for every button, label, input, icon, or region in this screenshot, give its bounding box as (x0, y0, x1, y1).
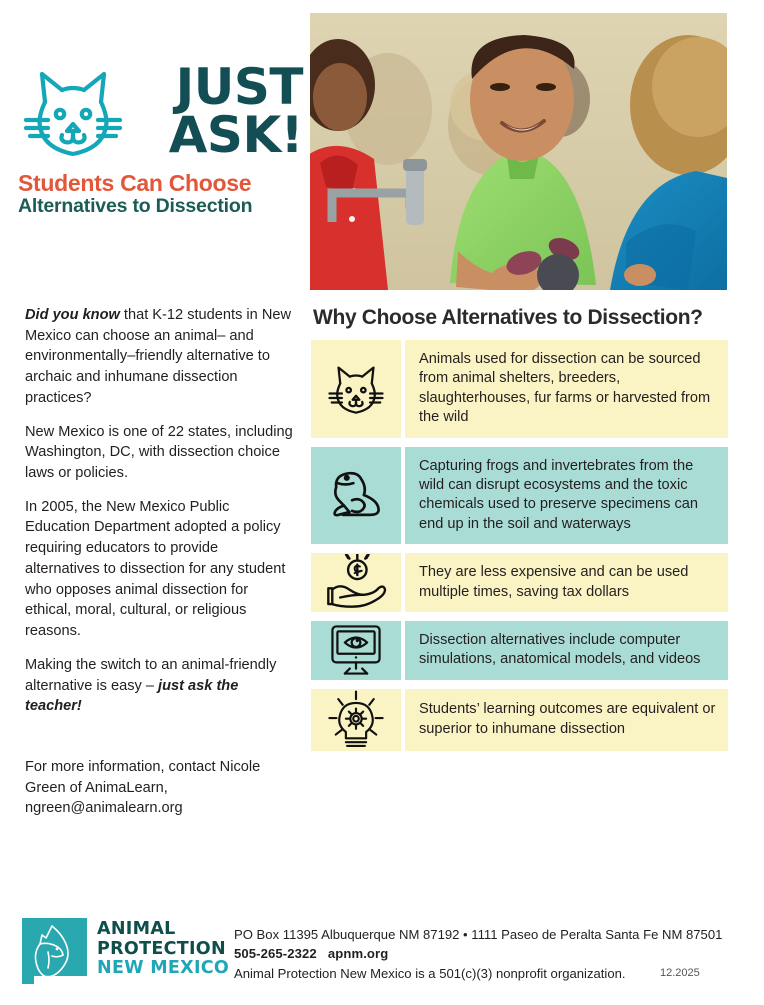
benefit-row (311, 553, 728, 612)
benefit-row (311, 689, 728, 751)
logo-word-protection: PROTECTION (97, 938, 226, 959)
website-link[interactable]: apnm.org (327, 946, 389, 962)
benefit-text: Capturing frogs and invertebrates from the wild can disrupt ecosystems and the toxic chemicals used to preserve specimens can end up in the soil and waterways (405, 447, 728, 545)
benefits-section (311, 306, 728, 760)
call-to-action-bold: just ask the teacher! (25, 677, 239, 715)
headline-line-2: ASK! (168, 106, 303, 164)
classroom-photo (310, 13, 727, 290)
contact-line (234, 944, 754, 963)
benefit-row (311, 447, 728, 545)
benefit-row (311, 621, 728, 680)
tagline-primary: Students Can Choose (18, 170, 252, 196)
masthead (18, 58, 303, 218)
apnm-wolf-logo (22, 918, 87, 984)
date-stamp: 12.2025 (660, 967, 700, 979)
paragraph-3: In 2005, the New Mexico Public Education Department adopted a policy requiring educators to provide alternatives to dissection for any student who opposes animal dissection for ethical, moral, cultural, or religious reasons. (25, 498, 286, 640)
contact-block: For more information, contact Nicole Green of AnimaLearn, ngreen@animalearn.org (25, 759, 261, 817)
nonprofit-statement: Animal Protection New Mexico is a 501(c)(3) nonprofit organization. (234, 965, 626, 981)
benefit-row (311, 340, 728, 438)
paragraph-1 (25, 305, 293, 409)
benefits-title: Why Choose Alternatives to Dissection? (313, 306, 703, 329)
frog-icon (311, 447, 401, 545)
benefit-text: Students’ learning outcomes are equivalent or superior to inhumane dissection (405, 689, 728, 751)
headline-line-1: JUST (175, 58, 303, 116)
hand-with-coin-icon (311, 553, 401, 612)
paragraph-4 (25, 655, 293, 717)
footer (22, 918, 742, 984)
intro-copy (25, 305, 293, 730)
tagline-secondary: Alternatives to Dissection (18, 195, 253, 218)
phone-number[interactable]: 505-265-2322 (234, 946, 317, 962)
cat-face-icon (311, 340, 401, 438)
cat-face-icon (18, 62, 128, 162)
lead-in-bold: Did you know (25, 307, 120, 323)
logo-word-new-mexico: NEW MEXICO (97, 958, 230, 979)
paragraph-2: New Mexico is one of 22 states, including Washington, DC, with dissection choice laws or policies. (25, 423, 293, 482)
apnm-wordmark (97, 918, 229, 979)
benefit-text: Animals used for dissection can be sourced from animal shelters, breeders, slaughterhouses, fur farms or harvested from the wild (405, 340, 728, 438)
monitor-with-eye-icon (311, 621, 401, 680)
lightbulb-gear-icon (311, 689, 401, 751)
logo-word-animal: ANIMAL (97, 919, 176, 939)
address-line: PO Box 11395 Albuquerque NM 87192 • 1111 Paseo de Peralta Santa Fe NM 87501 (234, 927, 723, 942)
headline-block (138, 58, 303, 164)
paragraph-1-text: that K-12 students in New Mexico can choose an animal– and environmentally–friendly alternative to archaic and inhumane dissection practices? (25, 307, 292, 406)
benefit-text: Dissection alternatives include computer simulations, anatomical models, and videos (405, 621, 728, 680)
paragraph-4-text: Making the switch to an animal-friendly alternative is easy – (25, 656, 277, 694)
benefit-text: They are less expensive and can be used multiple times, saving tax dollars (405, 553, 728, 612)
